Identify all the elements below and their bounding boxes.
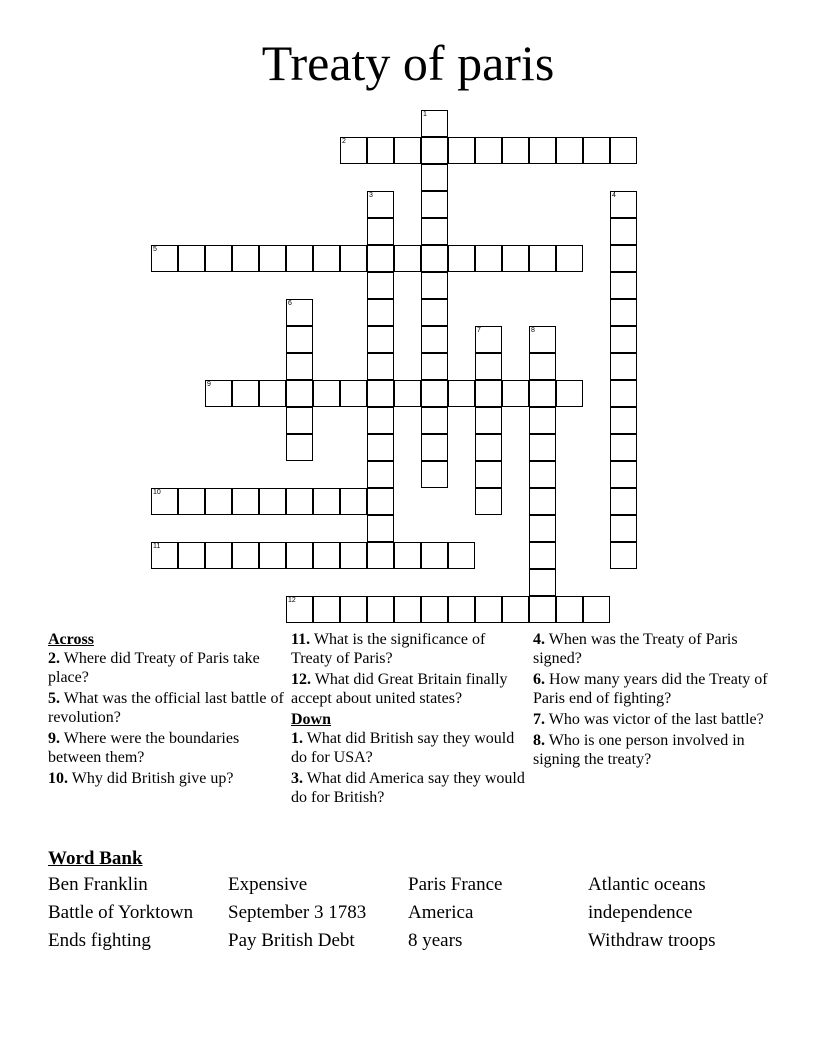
clue-column-1 [48,630,284,790]
crossword-cell[interactable] [421,326,448,353]
crossword-cell[interactable] [556,596,583,623]
clue-down-7: 7. Who was victor of the last battle? [533,711,764,728]
crossword-cell[interactable] [421,542,448,569]
crossword-cell[interactable] [529,569,556,596]
crossword-cell[interactable] [367,542,394,569]
crossword-cell[interactable] [610,137,637,164]
clue-across-5: 5. What was the official last battle of revolution? [48,690,284,726]
crossword-cell[interactable] [313,245,340,272]
crossword-cell[interactable] [475,407,502,434]
crossword-cell[interactable] [178,488,205,515]
crossword-cell[interactable] [610,515,637,542]
clue-down-3: 3. What did America say they would do for British? [291,770,525,806]
crossword-cell[interactable] [502,137,529,164]
crossword-cell[interactable] [556,245,583,272]
crossword-cell[interactable] [394,542,421,569]
crossword-cell[interactable] [340,596,367,623]
crossword-cell[interactable] [448,542,475,569]
word-bank-item: Ben Franklin [48,874,148,895]
crossword-cell[interactable] [421,461,448,488]
crossword-cell[interactable] [475,380,502,407]
crossword-cell[interactable] [475,596,502,623]
crossword-cell[interactable] [583,596,610,623]
clue-across-9: 9. Where were the boundaries between them? [48,730,240,766]
word-bank-item: Expensive [228,874,308,895]
crossword-cell[interactable] [232,542,259,569]
clue-number: 9 [207,381,211,388]
crossword-cell[interactable] [286,326,313,353]
crossword-cell[interactable] [151,542,178,569]
crossword-cell[interactable] [421,380,448,407]
crossword-cell[interactable] [367,461,394,488]
crossword-cell[interactable] [556,137,583,164]
clue-number: 5 [153,246,157,253]
crossword-cell[interactable] [286,245,313,272]
clue-number: 12 [288,597,296,604]
crossword-cell[interactable] [610,326,637,353]
crossword-cell[interactable] [367,245,394,272]
crossword-cell[interactable] [421,137,448,164]
crossword-cell[interactable] [286,299,313,326]
crossword-cell[interactable] [475,245,502,272]
crossword-cell[interactable] [448,245,475,272]
crossword-cell[interactable] [529,245,556,272]
crossword-cell[interactable] [394,245,421,272]
crossword-cell[interactable] [475,434,502,461]
clue-down-4: 4. When was the Treaty of Paris signed? [533,631,738,667]
clue-across-11: 11. What is the significance of Treaty of Paris? [291,631,486,667]
crossword-cell[interactable] [286,380,313,407]
crossword-cell[interactable] [367,488,394,515]
crossword-cell[interactable] [313,488,340,515]
crossword-cell[interactable] [340,380,367,407]
crossword-cell[interactable] [205,380,232,407]
crossword-cell[interactable] [367,137,394,164]
clue-down-8: 8. Who is one person involved in signing the treaty? [533,732,745,768]
word-bank-item: Pay British Debt [228,930,355,951]
crossword-cell[interactable] [610,542,637,569]
crossword-cell[interactable] [340,137,367,164]
crossword-cell[interactable] [286,596,313,623]
crossword-cell[interactable] [529,515,556,542]
clue-number: 3 [369,192,373,199]
crossword-cell[interactable] [610,434,637,461]
crossword-cell[interactable] [232,380,259,407]
crossword-cell[interactable] [367,218,394,245]
crossword-cell[interactable] [421,272,448,299]
crossword-cell[interactable] [340,245,367,272]
crossword-cell[interactable] [610,353,637,380]
crossword-cell[interactable] [610,245,637,272]
crossword-cell[interactable] [448,137,475,164]
crossword-cell[interactable] [421,596,448,623]
crossword-cell[interactable] [610,488,637,515]
crossword-cell[interactable] [205,542,232,569]
crossword-cell[interactable] [502,380,529,407]
crossword-cell[interactable] [556,380,583,407]
crossword-cell[interactable] [286,488,313,515]
crossword-cell[interactable] [421,353,448,380]
crossword-cell[interactable] [340,488,367,515]
page-title: Treaty of paris [261,35,555,91]
word-bank-item: America [408,902,474,923]
word-bank-item: September 3 1783 [228,902,367,923]
crossword-cell[interactable] [448,380,475,407]
word-bank-item: Battle of Yorktown [48,902,194,923]
crossword-cell[interactable] [610,218,637,245]
crossword-cell[interactable] [529,488,556,515]
crossword-cell[interactable] [421,407,448,434]
crossword-cell[interactable] [529,380,556,407]
clue-down-6: 6. How many years did the Treaty of Paris end of fighting? [533,671,768,707]
word-bank-item: independence [588,902,693,923]
clue-down-1: 1. What did British say they would do for USA? [291,730,515,766]
crossword-cell[interactable] [286,353,313,380]
across-heading: Across [48,631,94,648]
clue-number: 10 [153,489,161,496]
crossword-cell[interactable] [367,326,394,353]
crossword-cell[interactable] [286,407,313,434]
clue-across-10: 10. Why did British give up? [48,770,234,787]
crossword-cell[interactable] [205,488,232,515]
crossword-cell[interactable] [259,542,286,569]
crossword-cell[interactable] [610,191,637,218]
crossword-cell[interactable] [448,596,475,623]
crossword-cell[interactable] [367,191,394,218]
word-bank-title: Word Bank [48,848,143,869]
crossword-cell[interactable] [475,137,502,164]
crossword-cell[interactable] [610,380,637,407]
crossword-cell[interactable] [394,380,421,407]
crossword-cell[interactable] [367,596,394,623]
clue-number: 11 [153,543,161,550]
crossword-cell[interactable] [421,299,448,326]
clue-number: 8 [531,327,535,334]
clue-column-2 [291,630,527,809]
crossword-cell[interactable] [610,299,637,326]
crossword-cell[interactable] [475,353,502,380]
crossword-cell[interactable] [529,326,556,353]
crossword-cell[interactable] [421,218,448,245]
crossword-cell[interactable] [367,434,394,461]
clue-number: 4 [612,192,616,199]
crossword-cell[interactable] [313,380,340,407]
clue-number: 6 [288,300,292,307]
crossword-cell[interactable] [421,191,448,218]
crossword-cell[interactable] [259,488,286,515]
crossword-cell[interactable] [313,542,340,569]
down-heading: Down [291,711,332,728]
crossword-cell[interactable] [529,137,556,164]
crossword-cell[interactable] [232,245,259,272]
crossword-cell[interactable] [475,461,502,488]
crossword-cell[interactable] [151,488,178,515]
crossword-cell[interactable] [313,596,340,623]
clue-column-3 [533,630,769,771]
crossword-cell[interactable] [610,461,637,488]
crossword-cell[interactable] [367,515,394,542]
crossword-cell[interactable] [421,110,448,137]
word-bank-item: 8 years [408,930,463,951]
crossword-cell[interactable] [529,596,556,623]
crossword-cell[interactable] [529,542,556,569]
crossword-cell[interactable] [475,326,502,353]
crossword-cell[interactable] [583,137,610,164]
crossword-cell[interactable] [421,245,448,272]
crossword-cell[interactable] [529,461,556,488]
crossword-cell[interactable] [502,245,529,272]
crossword-cell[interactable] [529,353,556,380]
crossword-cell[interactable] [610,407,637,434]
crossword-cell[interactable] [178,245,205,272]
crossword-cell[interactable] [502,596,529,623]
crossword-cell[interactable] [367,299,394,326]
crossword-cell[interactable] [475,488,502,515]
word-bank-item: Ends fighting [48,930,151,951]
crossword-cell[interactable] [529,434,556,461]
crossword-cell[interactable] [421,164,448,191]
crossword-cell[interactable] [367,272,394,299]
crossword-cell[interactable] [151,245,178,272]
crossword-cell[interactable] [367,407,394,434]
crossword-cell[interactable] [394,137,421,164]
clue-across-12: 12. What did Great Britain finally accept about united states? [291,671,508,707]
crossword-cell[interactable] [286,434,313,461]
crossword-cell[interactable] [529,407,556,434]
crossword-cell[interactable] [367,380,394,407]
crossword-cell[interactable] [259,245,286,272]
word-bank-item: Atlantic oceans [588,874,706,895]
clue-number: 2 [342,138,346,145]
word-bank-item: Withdraw troops [588,930,716,951]
crossword-cell[interactable] [205,245,232,272]
crossword-cell[interactable] [340,542,367,569]
clue-number: 1 [423,111,427,118]
crossword-cell[interactable] [232,488,259,515]
crossword-cell[interactable] [610,272,637,299]
clue-number: 7 [477,327,481,334]
crossword-cell[interactable] [286,542,313,569]
crossword-cell[interactable] [421,434,448,461]
crossword-cell[interactable] [259,380,286,407]
crossword-cell[interactable] [394,596,421,623]
clue-across-2: 2. Where did Treaty of Paris take place? [48,650,260,686]
crossword-cell[interactable] [178,542,205,569]
word-bank-item: Paris France [408,874,503,895]
crossword-cell[interactable] [367,353,394,380]
